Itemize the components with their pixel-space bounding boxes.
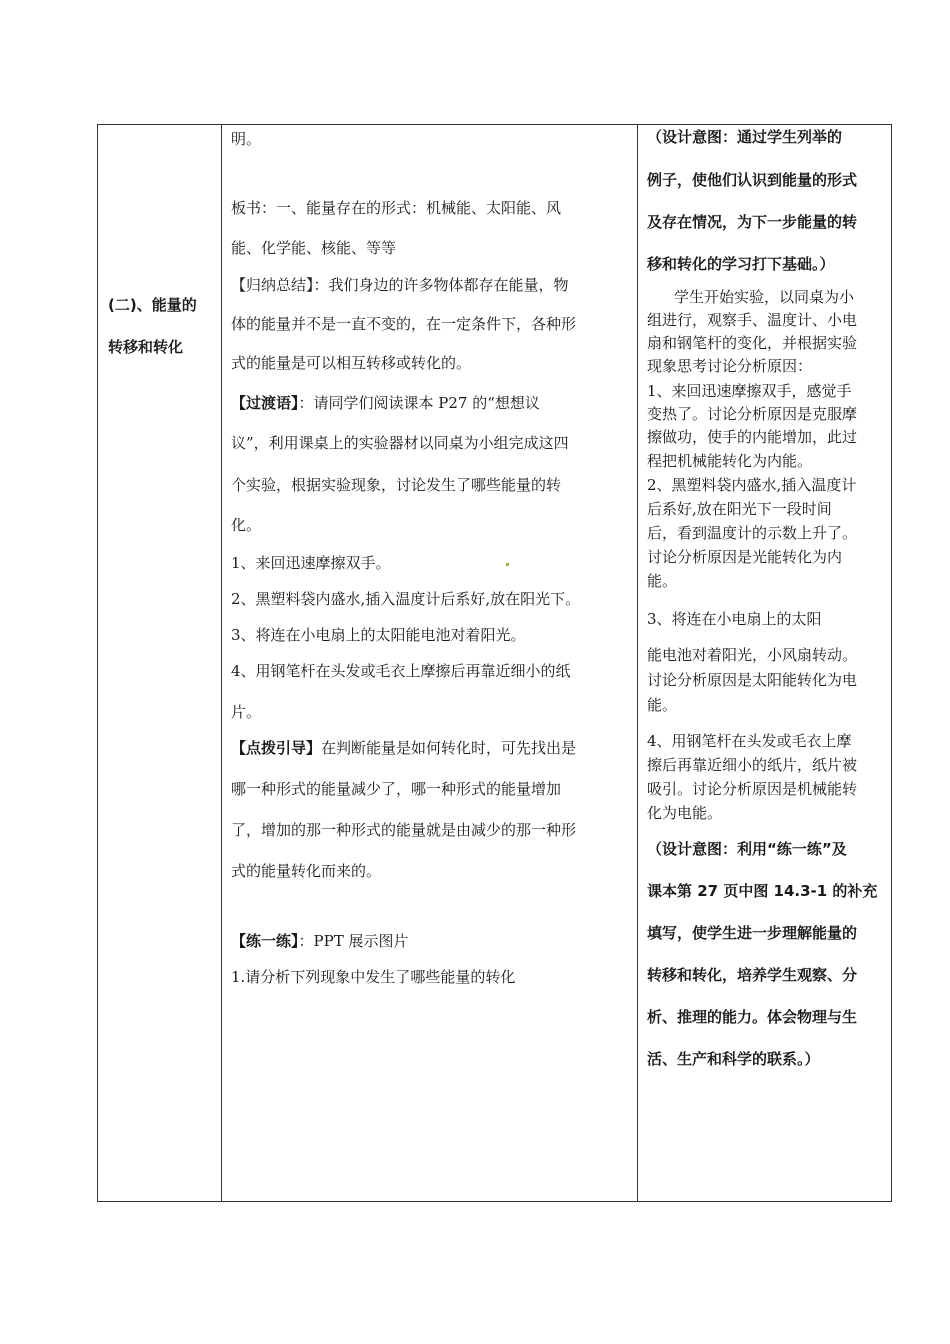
transition-line: 议”，利用课桌上的实验器材以同桌为小组完成这四 xyxy=(231,434,569,452)
answer-line: 后系好,放在阳光下一段时间 xyxy=(647,500,832,518)
intent-line: 填写，使学生进一步理解能量的 xyxy=(647,924,858,942)
practice-line: 【练一练】：PPT 展示图片 xyxy=(231,932,409,950)
answer-line: 讨论分析原因是太阳能转化为电 xyxy=(647,671,858,689)
experiment-line: 4、用钢笔杆在头发或毛衣上摩擦后再靠近细小的纸 xyxy=(231,662,571,680)
summary-line: 式的能量是可以相互转移或转化的。 xyxy=(231,354,472,372)
answer-line: 3、将连在小电扇上的太阳 xyxy=(647,610,822,628)
board-line: 板书：一、能量存在的形式：机械能、太阳能、风 xyxy=(231,199,562,217)
guide-line: 【点拨引导】在判断能量是如何转化时，可先找出是 xyxy=(231,739,577,757)
experiment-line: 3、将连在小电扇上的太阳能电池对着阳光。 xyxy=(231,626,526,644)
question-line: 1.请分析下列现象中发生了哪些能量的转化 xyxy=(231,968,516,986)
student-line: 扇和钢笔杆的变化，并根据实验 xyxy=(647,334,858,352)
answer-line: 讨论分析原因是光能转化为内 xyxy=(647,548,843,566)
student-line: 学生开始实验，以同桌为小 xyxy=(674,288,855,306)
answer-line: 2、黑塑料袋内盛水,插入温度计 xyxy=(647,476,857,494)
transition-line: 化。 xyxy=(231,516,262,534)
answer-line: 吸引。讨论分析原因是机械能转 xyxy=(647,780,858,798)
intent-line: （设计意图：利用“练一练”及 xyxy=(647,840,847,858)
board-line: 能、化学能、核能、等等 xyxy=(231,239,397,257)
answer-line: 擦后再靠近细小的纸片，纸片被 xyxy=(647,756,858,774)
intent-line: 课本第 27 页中图 14.3-1 的补充 xyxy=(647,882,878,900)
stray-mark xyxy=(506,563,509,566)
practice-label: 【练一练】 xyxy=(231,932,299,950)
guide-line: 式的能量转化而来的。 xyxy=(231,862,382,880)
summary-label: 【归纳总结】 xyxy=(231,276,314,294)
answer-line: 化为电能。 xyxy=(647,804,723,822)
student-line: 组进行，观察手、温度计、小电 xyxy=(647,311,858,329)
transition-label: 【过渡语】 xyxy=(231,394,299,412)
intent-line: 及存在情况，为下一步能量的转 xyxy=(647,213,858,231)
answer-line: 能电池对着阳光，小风扇转动。 xyxy=(647,646,858,664)
summary-line: 体的能量并不是一直不变的，在一定条件下，各种形 xyxy=(231,315,577,333)
experiment-line: 片。 xyxy=(231,703,262,721)
lesson-table xyxy=(97,124,892,1202)
answer-line: 4、用钢笔杆在头发或毛衣上摩 xyxy=(647,732,852,750)
answer-line: 能。 xyxy=(647,572,678,590)
intent-line: （设计意图：通过学生列举的 xyxy=(647,128,843,146)
answer-line: 能。 xyxy=(647,696,678,714)
intent-line: 例子，使他们认识到能量的形式 xyxy=(647,171,858,189)
text-line: 明。 xyxy=(231,130,262,148)
experiment-line: 1、来回迅速摩擦双手。 xyxy=(231,554,391,572)
guide-line: 哪一种形式的能量减少了，哪一种形式的能量增加 xyxy=(231,780,562,798)
answer-line: 程把机械能转化为内能。 xyxy=(647,452,813,470)
column-divider xyxy=(637,125,638,1201)
column-divider xyxy=(221,125,222,1201)
transition-line: 【过渡语】：请同学们阅读课本 P27 的“想想议 xyxy=(231,394,540,412)
intent-line: 析、推理的能力。体会物理与生 xyxy=(647,1008,858,1026)
answer-line: 擦做功，使手的内能增加，此过 xyxy=(647,428,858,446)
guide-line: 了，增加的那一种形式的能量就是由减少的那一种形 xyxy=(231,821,577,839)
student-line: 现象思考讨论分析原因： xyxy=(647,357,813,375)
transition-line: 个实验，根据实验现象，讨论发生了哪些能量的转 xyxy=(231,476,562,494)
section-title-line: (二)、能量的 xyxy=(108,296,197,314)
answer-line: 1、来回迅速摩擦双手，感觉手 xyxy=(647,382,852,400)
answer-line: 后，看到温度计的示数上升了。 xyxy=(647,524,858,542)
section-title-line: 转移和转化 xyxy=(108,338,184,356)
experiment-line: 2、黑塑料袋内盛水,插入温度计后系好,放在阳光下。 xyxy=(231,590,581,608)
intent-line: 移和转化的学习打下基础。） xyxy=(647,255,835,273)
summary-line: 【归纳总结】：我们身边的许多物体都存在能量，物 xyxy=(231,276,569,294)
guide-label: 【点拨引导】 xyxy=(231,739,322,757)
intent-line: 转移和转化，培养学生观察、分 xyxy=(647,966,858,984)
answer-line: 变热了。讨论分析原因是克服摩 xyxy=(647,405,858,423)
intent-line: 活、生产和科学的联系。） xyxy=(647,1050,820,1068)
